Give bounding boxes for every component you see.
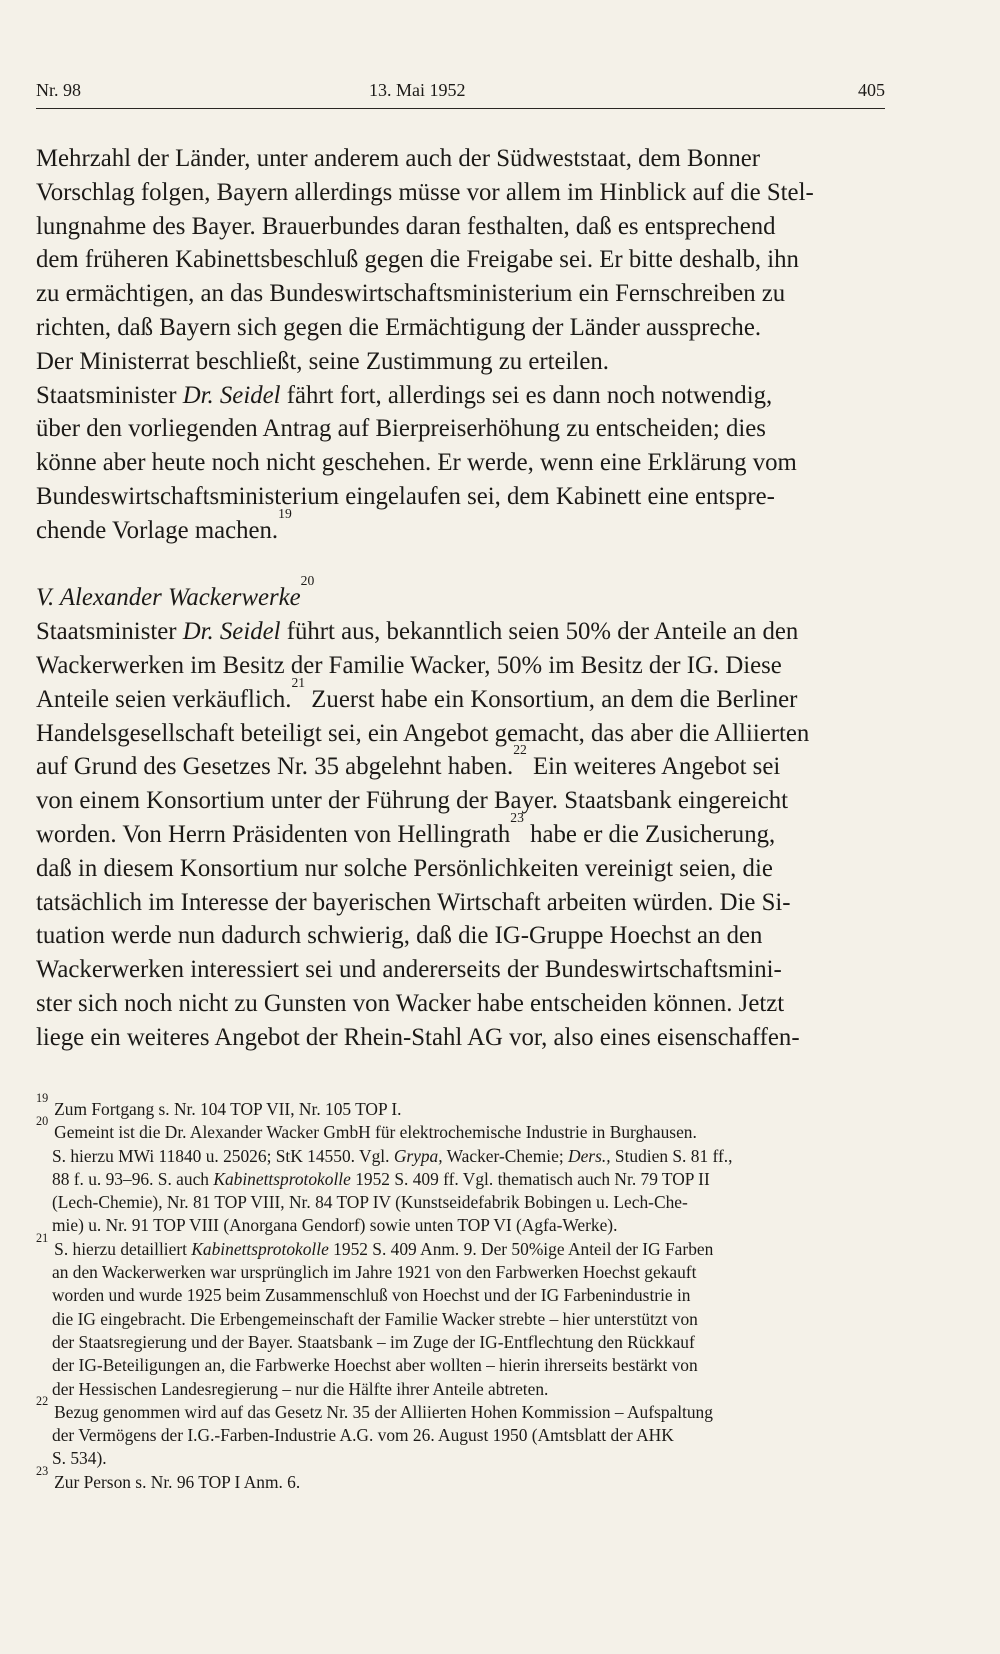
footnote-21: 21 S. hierzu detailliert Kabinettsprotokolle 1952 S. 409 Anm. 9. Der 50%ige Anteil der IG Farben xyxy=(36,1238,885,1261)
text-line: Bundeswirtschaftsministerium eingelaufen sei, dem Kabinett eine entspre- xyxy=(36,482,775,510)
footnote-line: S. hierzu MWi 11840 u. 25026; StK 14550. Vgl. Grypa, Wacker-Chemie; Ders., Studien S. 81 ff., xyxy=(52,1145,733,1166)
text-line: Staatsminister Dr. Seidel fährt fort, allerdings sei es dann noch notwendig, xyxy=(36,379,885,413)
section-title: V. Alexander Wackerwerke 20 xyxy=(36,581,885,615)
page-header xyxy=(36,76,885,109)
footnote-line: der IG-Beteiligungen an, die Farbwerke Hoechst aber wollten – hierin ihrerseits bestärkt von xyxy=(52,1355,698,1376)
footnote-number: 20 xyxy=(36,1114,49,1129)
header-date: 13. Mai 1952 xyxy=(369,80,466,100)
text-line: daß in diesem Konsortium nur solche Persönlichkeiten vereinigt seien, die xyxy=(36,854,773,882)
footnote-line: an den Wackerwerken war ursprünglich im Jahre 1921 von den Farbwerken Hoechst gekauft xyxy=(52,1262,697,1283)
decision-line: Der Ministerrat beschließt, seine Zustimmung zu erteilen. xyxy=(36,347,609,375)
text-line: Vorschlag folgen, Bayern allerdings müsse vor allem im Hinblick auf die Stel- xyxy=(36,178,814,206)
footnote-line: der Vermögens der I.G.-Farben-Industrie A.G. vom 26. August 1950 (Amtsblatt der AHK xyxy=(52,1425,674,1446)
text-line: Anteile seien verkäuflich. 21 Zuerst habe ein Konsortium, an dem die Berliner xyxy=(36,683,885,717)
footnote-23: 23 Zur Person s. Nr. 96 TOP I Anm. 6. xyxy=(36,1471,885,1494)
text-line: Staatsminister Dr. Seidel führt aus, bekanntlich seien 50% der Anteile an den xyxy=(36,615,885,649)
footnote-line: S. 534). xyxy=(52,1448,107,1469)
footnote-ref: 23 xyxy=(510,809,524,825)
footnote-22: 22 Bezug genommen wird auf das Gesetz Nr. 35 der Alliierten Hohen Kommission – Aufspaltung xyxy=(36,1401,885,1424)
footnote-line: die IG eingebracht. Die Erbengemeinschaft der Familie Wacker strebte – hier unterstützt von xyxy=(52,1308,698,1329)
text-line: tatsächlich im Interesse der bayerischen Wirtschaft arbeiten würden. Die Si- xyxy=(36,888,791,916)
text-line: von einem Konsortium unter der Führung der Bayer. Staatsbank eingereicht xyxy=(36,787,788,815)
footnote-number: 22 xyxy=(36,1393,49,1408)
footnote-line: der Staatsregierung und der Bayer. Staatsbank – im Zuge der IG-Entflechtung den Rückkauf xyxy=(52,1331,695,1352)
page-number: 405 xyxy=(858,80,885,100)
footnote-line: (Lech-Chemie), Nr. 81 TOP VIII, Nr. 84 TOP IV (Kunstseidefabrik Bobingen u. Lech-Che- xyxy=(52,1192,688,1213)
text-line: chende Vorlage machen. 19 xyxy=(36,514,885,548)
text-line: worden. Von Herrn Präsidenten von Hellingrath 23 habe er die Zusicherung, xyxy=(36,818,885,852)
footnote-19: 19 Zum Fortgang s. Nr. 104 TOP VII, Nr. 105 TOP I. xyxy=(36,1098,885,1121)
text-line: liege ein weiteres Angebot der Rhein-Stahl AG vor, also eines eisenschaffen- xyxy=(36,1023,800,1051)
text-line: Wackerwerken im Besitz der Familie Wacker, 50% im Besitz der IG. Diese xyxy=(36,651,782,679)
text-line: Mehrzahl der Länder, unter anderem auch der Südweststaat, dem Bonner xyxy=(36,145,761,172)
footnote-line: der Hessischen Landesregierung – nur die Hälfte ihrer Anteile abtreten. xyxy=(52,1378,549,1399)
text-line: lungnahme des Bayer. Brauerbundes daran festhalten, daß es entsprechend xyxy=(36,212,776,240)
text-line: auf Grund des Gesetzes Nr. 35 abgelehnt haben. 22 Ein weiteres Angebot sei xyxy=(36,750,885,784)
text-line: Handelsgesellschaft beteiligt sei, ein Angebot gemacht, das aber die Alliierten xyxy=(36,719,810,747)
text-line: über den vorliegenden Antrag auf Bierpreiserhöhung zu entscheiden; dies xyxy=(36,415,766,443)
text-line: dem früheren Kabinettsbeschluß gegen die Freigabe sei. Er bitte deshalb, ihn xyxy=(36,246,799,274)
text-line: Wackerwerken interessiert sei und andererseits der Bundeswirtschaftsmini- xyxy=(36,956,782,984)
speaker-name: Dr. Seidel xyxy=(182,618,281,646)
footnote-number: 23 xyxy=(36,1463,49,1478)
footnote-line: mie) u. Nr. 91 TOP VIII (Anorgana Gendorf) sowie unten TOP VI (Agfa-Werke). xyxy=(52,1215,618,1236)
text-line: richten, daß Bayern sich gegen die Ermächtigung der Länder ausspreche. xyxy=(36,313,762,341)
footnote-ref: 20 xyxy=(300,573,315,589)
footnotes xyxy=(36,1091,885,1494)
footnote-number: 19 xyxy=(36,1091,49,1105)
text-line: könne aber heute noch nicht geschehen. Er werde, wenn eine Erklärung vom xyxy=(36,449,797,477)
footnote-line: 88 f. u. 93–96. S. auch Kabinettsprotokolle 1952 S. 409 ff. Vgl. thematisch auch Nr. 79 TOP II xyxy=(52,1168,710,1189)
document-number: Nr. 98 xyxy=(36,80,81,100)
footnote-20: 20 Gemeint ist die Dr. Alexander Wacker GmbH für elektrochemische Industrie in Burghausen. xyxy=(36,1121,885,1144)
footnote-number: 21 xyxy=(36,1230,49,1245)
text-line: tuation werde nun dadurch schwierig, daß die IG-Gruppe Hoechst an den xyxy=(36,922,763,950)
spacer xyxy=(36,548,885,582)
footnote-ref: 21 xyxy=(291,674,306,690)
main-text xyxy=(36,142,885,1055)
text-line: ster sich noch nicht zu Gunsten von Wacker habe entscheiden können. Jetzt xyxy=(36,989,785,1017)
footnote-line: worden und wurde 1925 beim Zusammenschluß von Hoechst und der IG Farbenindustrie in xyxy=(52,1285,691,1306)
footnote-ref: 22 xyxy=(513,742,527,758)
text-line: zu ermächtigen, an das Bundeswirtschaftsministerium ein Fernschreiben zu xyxy=(36,280,786,308)
footnote-ref: 19 xyxy=(278,505,292,521)
speaker-name: Dr. Seidel xyxy=(182,381,281,409)
